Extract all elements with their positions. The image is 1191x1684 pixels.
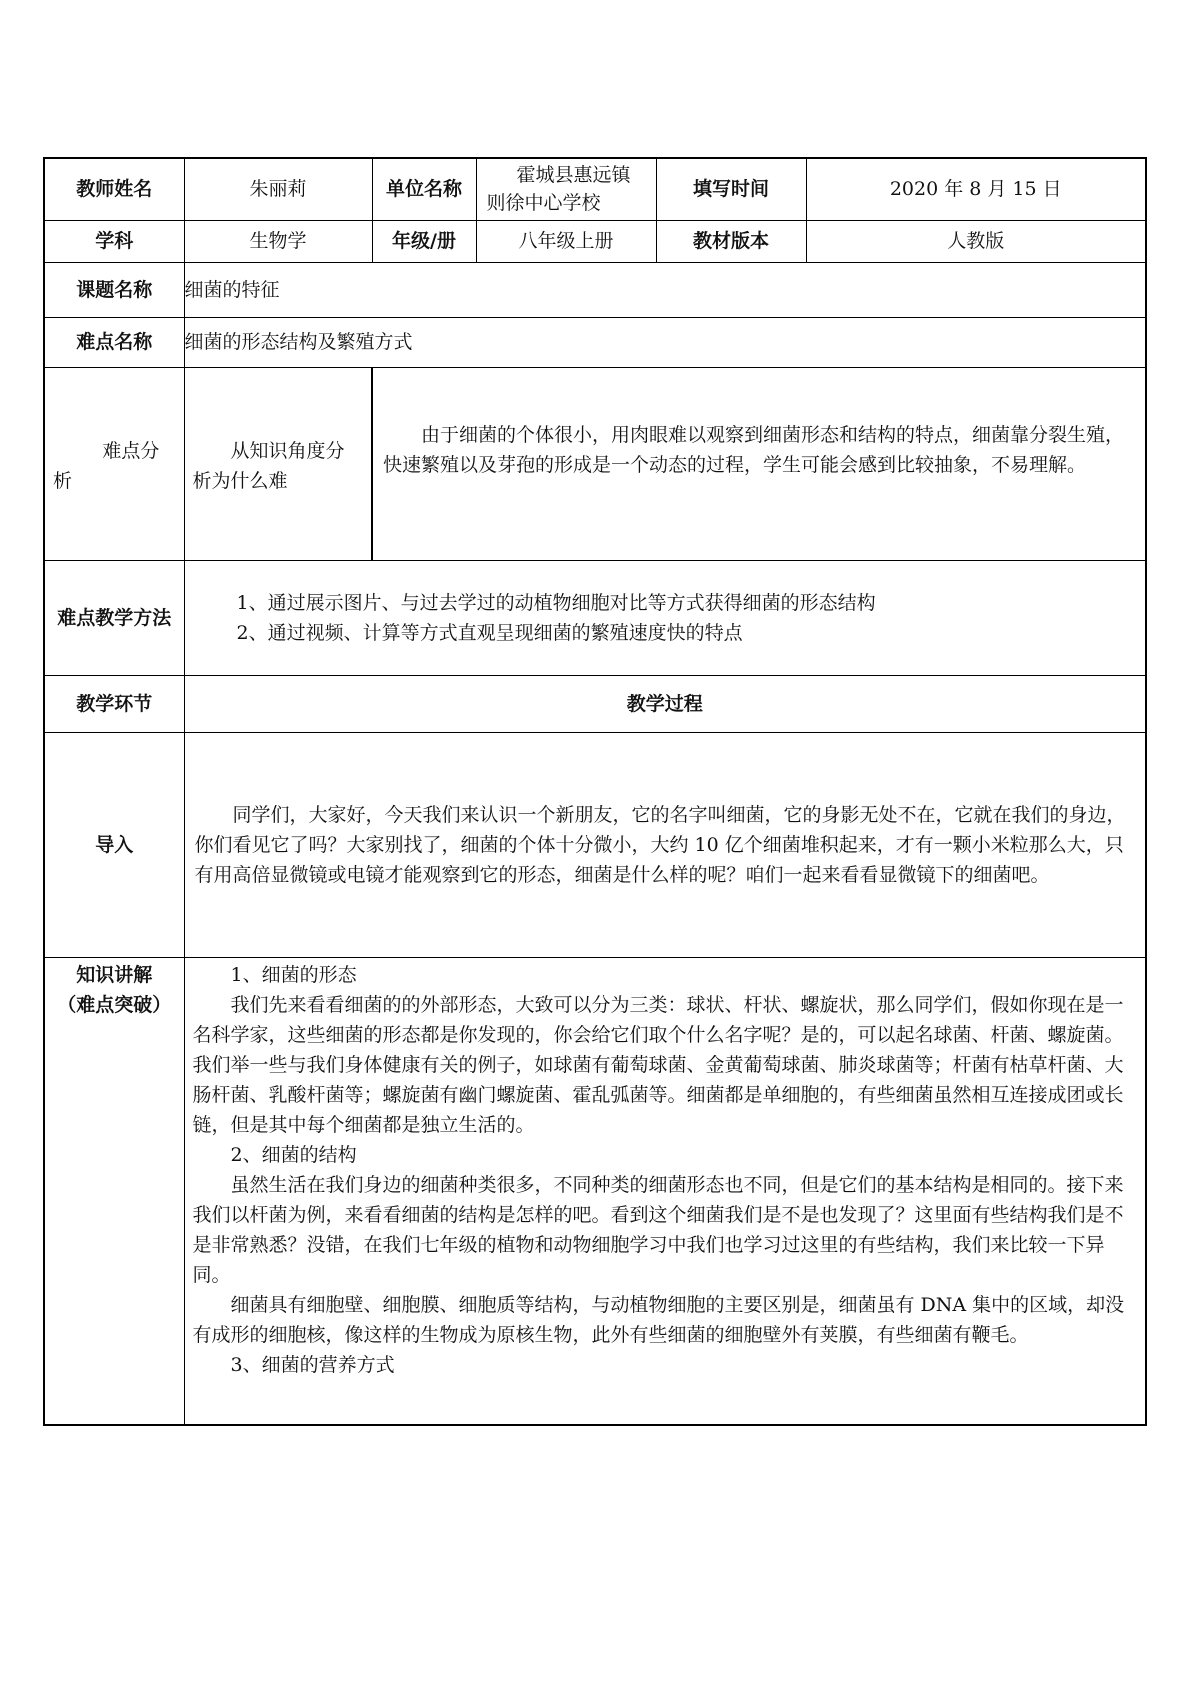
method-label: 难点教学方法 <box>44 560 184 675</box>
unit-value-line1: 霍城县惠远镇 <box>516 164 631 187</box>
analysis-sub-label <box>184 367 372 560</box>
teacher-label: 教师姓名 <box>44 158 184 220</box>
analysis-label <box>44 367 184 560</box>
date-label: 填写时间 <box>656 158 806 220</box>
analysis-text-cell <box>372 367 1146 560</box>
lesson-plan-table <box>43 157 1147 1426</box>
knowledge-label-line1: 知识讲解 <box>76 963 153 986</box>
subject-value: 生物学 <box>184 220 372 262</box>
teacher-value: 朱丽莉 <box>184 158 372 220</box>
knowledge-paragraph-2: 虽然生活在我们身边的细菌种类很多，不同种类的细菌形态也不同，但是它们的基本结构是相同的。接下来我们以杆菌为例，来看看细菌的结构是怎样的吧。看到这个细菌我们是不是也发现了？这里面有些结构我们是不是非常熟悉？没错，在我们七年级的植物和动物细胞学习中我们也学习过这里的有些结构，我们来比较一下异同。 <box>192 1173 1124 1286</box>
unit-value <box>476 158 656 220</box>
method-line-1: 1、通过展示图片、与过去学过的动植物细胞对比等方式获得细菌的形态结构 <box>236 591 876 614</box>
unit-label: 单位名称 <box>372 158 476 220</box>
analysis-label-text: 难点分析 <box>53 439 160 492</box>
grade-value: 八年级上册 <box>476 220 656 262</box>
unit-value-line2: 则徐中心学校 <box>486 192 601 215</box>
method-cell <box>184 560 1146 675</box>
knowledge-cell <box>184 957 1146 1425</box>
edition-value: 人教版 <box>806 220 1146 262</box>
grade-label: 年级/册 <box>372 220 476 262</box>
knowledge-label <box>44 957 184 1425</box>
topic-value: 细菌的特征 <box>184 262 1146 317</box>
date-value: 2020 年 8 月 15 日 <box>806 158 1146 220</box>
knowledge-label-line2: （难点突破） <box>57 993 172 1016</box>
intro-cell <box>184 732 1146 957</box>
knowledge-heading-1: 1、细菌的形态 <box>230 963 357 986</box>
knowledge-heading-2: 2、细菌的结构 <box>230 1143 357 1166</box>
difficulty-value: 细菌的形态结构及繁殖方式 <box>184 317 1146 367</box>
analysis-sub-label-text: 从知识角度分析为什么难 <box>192 439 345 492</box>
intro-text: 同学们，大家好，今天我们来认识一个新朋友，它的名字叫细菌，它的身影无处不在，它就在我们的身边，你们看见它了吗？大家别找了，细菌的个体十分微小，大约 10 亿个细菌堆积起来，才有一颗小米粒那么大，只有用高倍显微镜或电镜才能观察到它的形态，细菌是什么样的呢？咱们一起来看看显微镜下的细菌吧。 <box>194 803 1126 886</box>
process-header: 教学过程 <box>184 675 1146 732</box>
topic-label: 课题名称 <box>44 262 184 317</box>
difficulty-label: 难点名称 <box>44 317 184 367</box>
method-line-2: 2、通过视频、计算等方式直观呈现细菌的繁殖速度快的特点 <box>236 621 743 644</box>
stage-header: 教学环节 <box>44 675 184 732</box>
analysis-text: 由于细菌的个体很小，用肉眼难以观察到细菌形态和结构的特点，细菌靠分裂生殖，快速繁殖以及芽孢的形成是一个动态的过程，学生可能会感到比较抽象，不易理解。 <box>383 423 1125 476</box>
knowledge-paragraph-1: 我们先来看看细菌的的外部形态，大致可以分为三类：球状、杆状、螺旋状，那么同学们，假如你现在是一名科学家，这些细菌的形态都是你发现的，你会给它们取个什么名字呢？是的，可以起名球菌、杆菌、螺旋菌。我们举一些与我们身体健康有关的例子，如球菌有葡萄球菌、金黄葡萄球菌、肺炎球菌等；杆菌有枯草杆菌、大肠杆菌、乳酸杆菌等；螺旋菌有幽门螺旋菌、霍乱弧菌等。细菌都是单细胞的，有些细菌虽然相互连接成团或长链，但是其中每个细菌都是独立生活的。 <box>192 993 1124 1136</box>
intro-label: 导入 <box>44 732 184 957</box>
knowledge-paragraph-3: 细菌具有细胞壁、细胞膜、细胞质等结构，与动植物细胞的主要区别是，细菌虽有 DNA 集中的区域，却没有成形的细胞核，像这样的生物成为原核生物，此外有些细菌的细胞壁外有荚膜，有些细菌有鞭毛。 <box>192 1293 1125 1346</box>
subject-label: 学科 <box>44 220 184 262</box>
knowledge-heading-3: 3、细菌的营养方式 <box>230 1353 395 1376</box>
edition-label: 教材版本 <box>656 220 806 262</box>
